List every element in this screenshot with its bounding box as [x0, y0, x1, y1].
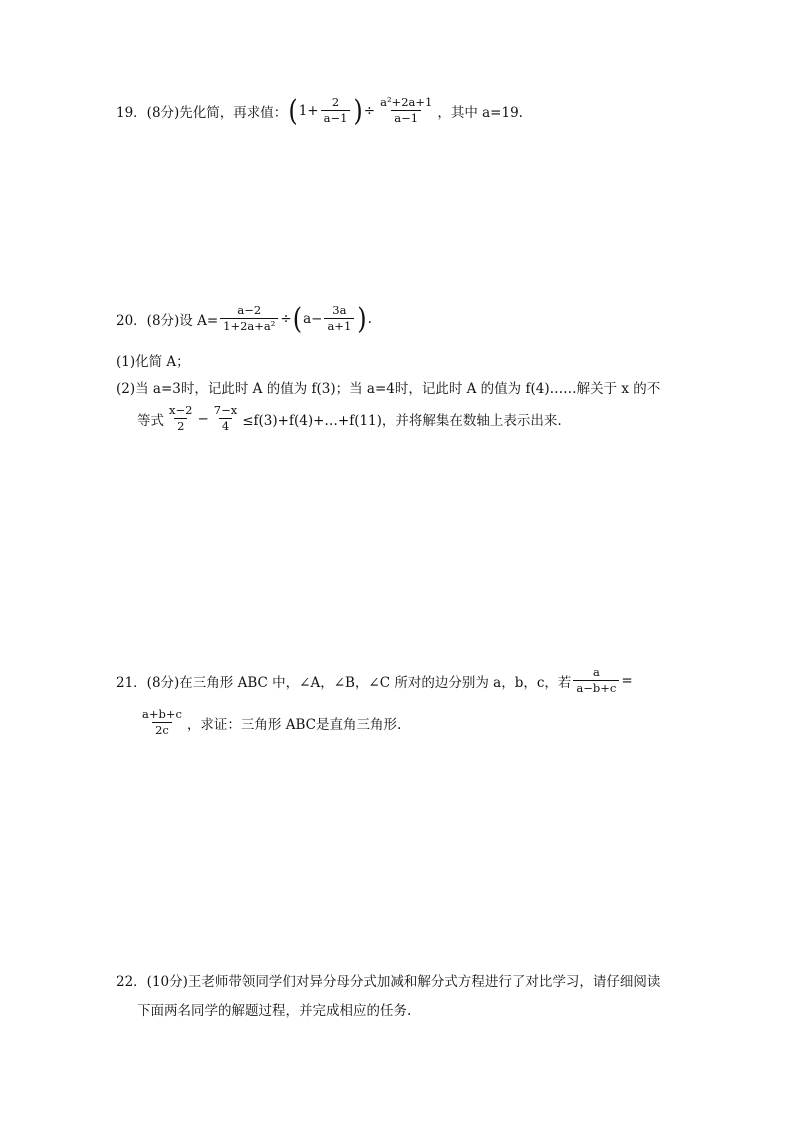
q19-f2-numerator: a²+2a+1 [380, 95, 433, 109]
q20-inequality [137, 404, 562, 433]
q19-paren-close: ) [353, 93, 363, 128]
q19-f1-denominator: a−1 [321, 110, 351, 125]
q20-division-sign: ÷ [280, 310, 292, 327]
q20-fraction-2 [324, 304, 354, 333]
q20-g1-numerator: x−2 [169, 403, 193, 417]
q20-part-2 [116, 377, 660, 397]
q20-f2-denominator: a+1 [324, 318, 354, 333]
q20-part-1 [116, 350, 190, 370]
q19-f2-denominator: a−1 [391, 110, 421, 125]
q20-fraction-1 [220, 304, 278, 333]
q20-g1-denominator: 2 [174, 418, 187, 433]
q20-end: . [367, 310, 372, 327]
q21-f1-denominator: a−b+c [573, 680, 619, 695]
q20-label: 20．(8分)设 A= [116, 312, 219, 329]
q20-ineq-fraction-2 [211, 404, 240, 433]
q21-line1: 21．(8分)在三角形 ABC 中，∠A，∠B，∠C 所对的边分别为 a，b，c，若 [116, 674, 572, 691]
q20-f1-numerator: a−2 [237, 303, 262, 317]
q21-f2-denominator: 2c [152, 722, 172, 737]
question-21 [116, 666, 633, 695]
q20-paren-open: ( [292, 301, 303, 336]
question-19 [116, 93, 523, 128]
q20-g2-numerator: 7−x [213, 403, 238, 417]
q20-f2-numerator: 3a [332, 303, 347, 317]
q21-tail: ，求证：三角形 ABC是直角三角形. [186, 716, 402, 733]
q19-fraction-1 [321, 96, 351, 125]
q20-a-minus: a− [303, 310, 323, 327]
q21-f2-numerator: a+b+c [142, 707, 182, 721]
q22-line-2 [137, 999, 411, 1019]
q21-fraction-2 [139, 708, 185, 737]
q20-part2-text: (2)当 a=3时，记此时 A 的值为 f(3)；当 a=4时，记此时 A 的值为 f(4)……解关于 x 的不 [116, 381, 661, 397]
q20-ineq-fraction-1 [166, 404, 195, 433]
q20-ineq-prefix: 等式 [137, 412, 164, 429]
q20-part1-text: (1)化简 A； [116, 354, 190, 370]
question-20 [116, 301, 372, 336]
q22-line2: 下面两名同学的解题过程，并完成相应的任务. [137, 1003, 412, 1019]
q19-paren-open: ( [288, 93, 298, 128]
q19-tail: ，其中 a=19. [437, 104, 523, 121]
q20-paren-close: ) [357, 301, 367, 336]
q21-fraction-1 [573, 666, 619, 695]
q20-minus: − [197, 410, 209, 427]
q19-f1-numerator: 2 [331, 95, 340, 109]
q20-ineq-tail: ≤f(3)+f(4)+…+f(11)，并将解集在数轴上表示出来. [242, 412, 562, 429]
q20-g2-denominator: 4 [219, 418, 232, 433]
q19-label: 19．(8分)先化简，再求值： [116, 104, 288, 121]
q22-line1: 22．(10分)王老师带领同学们对异分母分式加减和解分式方程进行了对比学习，请仔细阅读 [116, 974, 661, 990]
q21-continuation [137, 708, 401, 737]
q19-one-plus: 1+ [298, 102, 319, 119]
question-22 [116, 970, 660, 990]
q19-division-sign: ÷ [363, 102, 376, 119]
q19-fraction-2 [377, 96, 435, 125]
q20-f1-denominator: 1+2a+a² [220, 318, 278, 333]
q21-f1-numerator: a [592, 665, 600, 679]
q21-equals: = [621, 672, 633, 689]
